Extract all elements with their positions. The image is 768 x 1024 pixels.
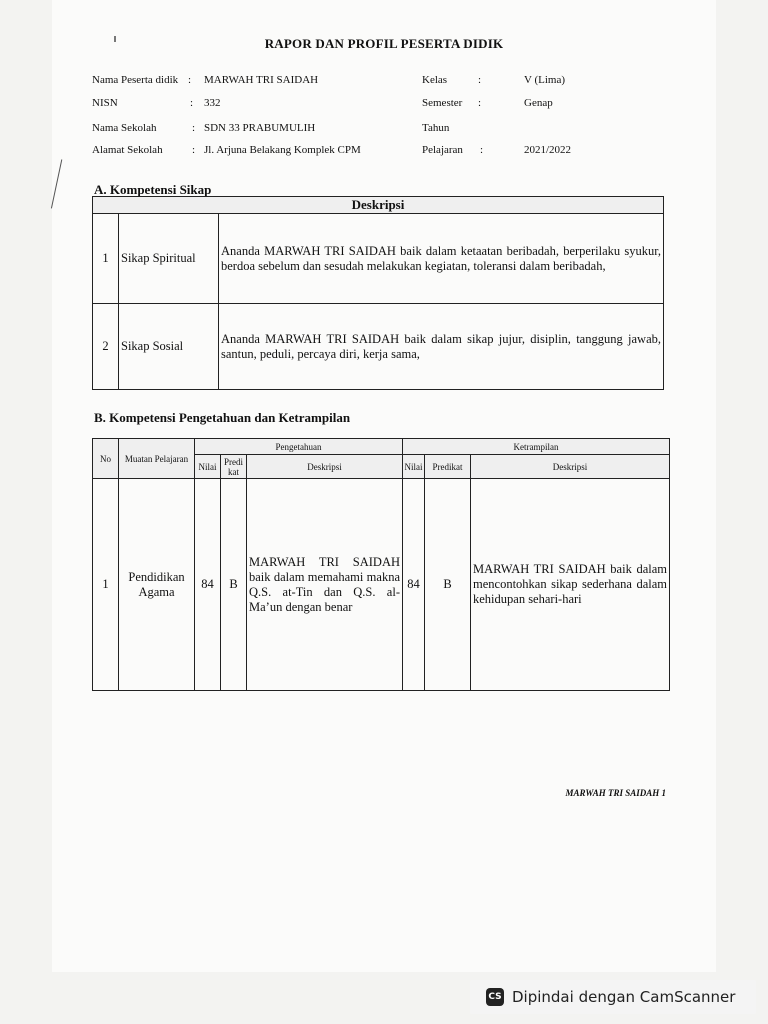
camscanner-text: Dipindai dengan CamScanner — [512, 988, 736, 1006]
section-a-title: A. Kompetensi Sikap — [94, 182, 212, 197]
subject-name: Pendidikan Agama — [119, 479, 195, 691]
knowledge-skill-table — [92, 438, 670, 691]
row-number: 1 — [93, 214, 119, 304]
row-number: 2 — [93, 304, 119, 390]
attitude-aspect: Sikap Spiritual — [119, 214, 219, 304]
skill-score-header: Nilai — [403, 455, 425, 479]
attitude-description: Ananda MARWAH TRI SAIDAH baik dalam sikap jujur, disiplin, tanggung jawab, santun, peduli, percaya diri, kerja sama, — [219, 304, 664, 390]
page-title: RAPOR DAN PROFIL PESERTA DIDIK — [264, 36, 504, 51]
knowledge-score: 84 — [195, 479, 221, 691]
skill-score: 84 — [403, 479, 425, 691]
footer-name-page: MARWAH TRI SAIDAH 1 — [565, 788, 666, 798]
subject-header: Muatan Pelajaran — [119, 439, 195, 479]
camscanner-watermark — [470, 980, 756, 1014]
skill-predicate-header: Predikat — [425, 455, 471, 479]
camscanner-icon: CS — [486, 988, 504, 1006]
skill-description-header: Deskripsi — [471, 455, 670, 479]
knowledge-description-header: Deskripsi — [247, 455, 403, 479]
table-row — [93, 304, 664, 390]
attitude-table — [92, 196, 664, 390]
table-row — [93, 479, 670, 691]
section-b-title: B. Kompetensi Pengetahuan dan Ketrampilan — [94, 410, 351, 425]
knowledge-header: Pengetahuan — [195, 439, 403, 455]
no-header: No — [93, 439, 119, 479]
table-header-row — [93, 439, 670, 455]
attitude-description: Ananda MARWAH TRI SAIDAH baik dalam ketaatan beribadah, berperilaku syukur, berdoa sebelum dan sesudah melakukan kegiatan, toleransi dalam beribadah, — [219, 214, 664, 304]
attitude-table-header — [93, 197, 664, 214]
knowledge-predicate: B — [221, 479, 247, 691]
row-number: 1 — [93, 479, 119, 691]
knowledge-score-header: Nilai — [195, 455, 221, 479]
knowledge-predicate-header: Predi kat — [221, 455, 247, 479]
table-row — [93, 214, 664, 304]
skill-header: Ketrampilan — [403, 439, 670, 455]
description-header: Deskripsi — [93, 197, 664, 214]
skill-description: MARWAH TRI SAIDAH baik dalam mencontohkan sikap sederhana dalam kehidupan sehari-hari — [471, 479, 670, 691]
attitude-aspect: Sikap Sosial — [119, 304, 219, 390]
skill-predicate: B — [425, 479, 471, 691]
knowledge-description: MARWAH TRI SAIDAH baik dalam memahami makna Q.S. at-Tin dan Q.S. al-Ma’un dengan benar — [247, 479, 403, 691]
